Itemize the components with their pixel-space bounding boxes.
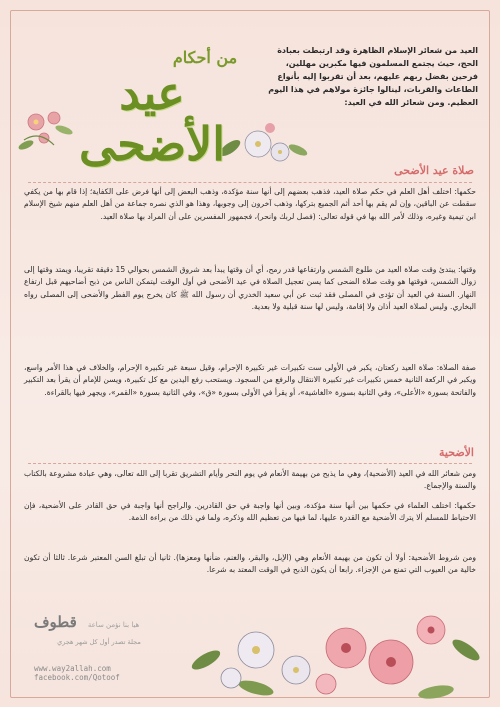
title-block xyxy=(30,48,270,171)
brand-tagline: هيا بنا نؤمن ساعة xyxy=(87,621,140,629)
flower-bouquet-icon xyxy=(186,600,486,704)
site-links xyxy=(34,664,120,682)
paragraph-description: صفة الصلاة: صلاة العيد ركعتان، يكبر في الأولى ست تكبيرات غير تكبيرة الإحرام، وقيل سبعة غير تكبيرة الإحرام، والخلاف في هذا الأمر واسع، ويكبر في الركعة الثانية خمس تكبيرات غير تكبيرة الانتقال والرفع من السجود. ويستحب رفع اليدين مع كل تكبيرة، ويسن للإمام أن يقرأ بعد التكبير والفاتحة بسورة «الأعلى»، وفي الثانية بسورة «الغاشية»، أو يقرأ في الأولى بسورة «ق»، وفي الثانية بسورة «القمر»، ويجهر فيها بالقراءة. xyxy=(24,363,476,397)
divider xyxy=(28,182,472,183)
website-link[interactable]: www.way2allah.com xyxy=(34,664,111,673)
intro-text: العيد من شعائر الإسلام الظاهرة وقد ارتبطت بعبادة الحج، حيث يجتمع المسلمون فيها مكبرين مهللين، فرحين بفضل ربهم عليهم، بعد أن تقربوا إليه بأنواع الطاعات والقربات، لينالوا جائزة مولاهم في هذا اليوم العظيم. ومن شعائر الله في العيد: xyxy=(268,46,478,107)
paragraph-ruling: حكمها: اختلف أهل العلم في حكم صلاة العيد، فذهب بعضهم إلى أنها سنة مؤكدة، وذهب البعض إلى أنها فرض على الكفاية؛ إذا قام بها من يكفي سقطت عن الباقين، وإن لم يقم بها أحد أثم الجميع بتركها، وذهب آخرون إلى وجوبها، وهذا هو الذي نصره جماعة من أهل العلم منهم شيخ الإسلام ابن تيمية وغيره، وذلك لأمر الله بها في قوله تعالى: (فصل لربك وانحر)، فجمهور المفسرين على أن المراد بها صلاة العيد. xyxy=(24,187,476,221)
paragraph-udhiyah-ruling: حكمها: اختلف العلماء في حكمها بين أنها سنة مؤكدة، وبين أنها واجبة في حق القادرين. والراجح أنها واجبة في حق القادر على الأضحية، فإن الاحتياط للمسلم ألا يترك الأضحية مع القدرة عليها، لما فيها من تعظيم الله وذكره، ولما في ذلك من براءة الذمة. xyxy=(24,501,476,523)
paragraph-udhiyah-conditions: ومن شروط الأضحية: أولا أن تكون من بهيمة الأنعام وهي (الإبل، والبقر، والغنم، ضأنها ومعزها). ثانيا أن تبلغ السن المعتبر شرعا. ثالثا أن تكون خالية من العيوب التي تمنع من الإجزاء. رابعا أن يكون الذبح في الوقت المعتد به شرعا. xyxy=(24,553,476,575)
brand-logo xyxy=(34,612,184,646)
section-heading-udhiyah: الأضحية xyxy=(439,446,474,459)
section-heading-eid-prayer: صلاة عيد الأضحى xyxy=(394,164,474,177)
brand-subtitle: مجلة تصدر أول كل شهر هجري xyxy=(57,638,141,646)
page-title: عيد الأضحى xyxy=(78,66,226,171)
paragraph-time: وقتها: يبتدئ وقت صلاة العيد من طلوع الشمس وارتفاعها قدر رمح، أي أن وقتها يبدأ بعد شروق الشمس بحوالي 15 دقيقة تقريبا، ويمتد وقتها إلى زوال الشمس، فوقتها هو وقت صلاة الضحى كما يسن تعجيل الصلاة في عيد الأضحى في أول الوقت ليتمكن الناس من ذبح أضاحيهم قبل ارتفاع النهار. السنة في العيد أن تؤدى في المصلى فقد ثبت عن أبي سعيد الخدري أن رسول الله ﷺ كان يخرج يوم الفطر والأضحى إلى المصلى رواه البخاري. وليس لصلاة العيد أذان ولا إقامة، وليس لها سنة قبلية ولا بعدية. xyxy=(24,265,477,312)
brand-name: قطوف xyxy=(34,613,77,631)
divider xyxy=(28,463,472,464)
title-prefix: من أحكام xyxy=(172,48,238,67)
facebook-link[interactable]: facebook.com/Qotoof xyxy=(34,673,120,682)
paragraph-udhiyah-intro: ومن شعائر الله في العيد (الأضحية)، وهي ما يذبح من بهيمة الأنعام في يوم النحر وأيام التشريق تقربا إلى الله تعالى، وهي عبادة مشروعة بالكتاب والسنة والإجماع. xyxy=(24,469,476,491)
